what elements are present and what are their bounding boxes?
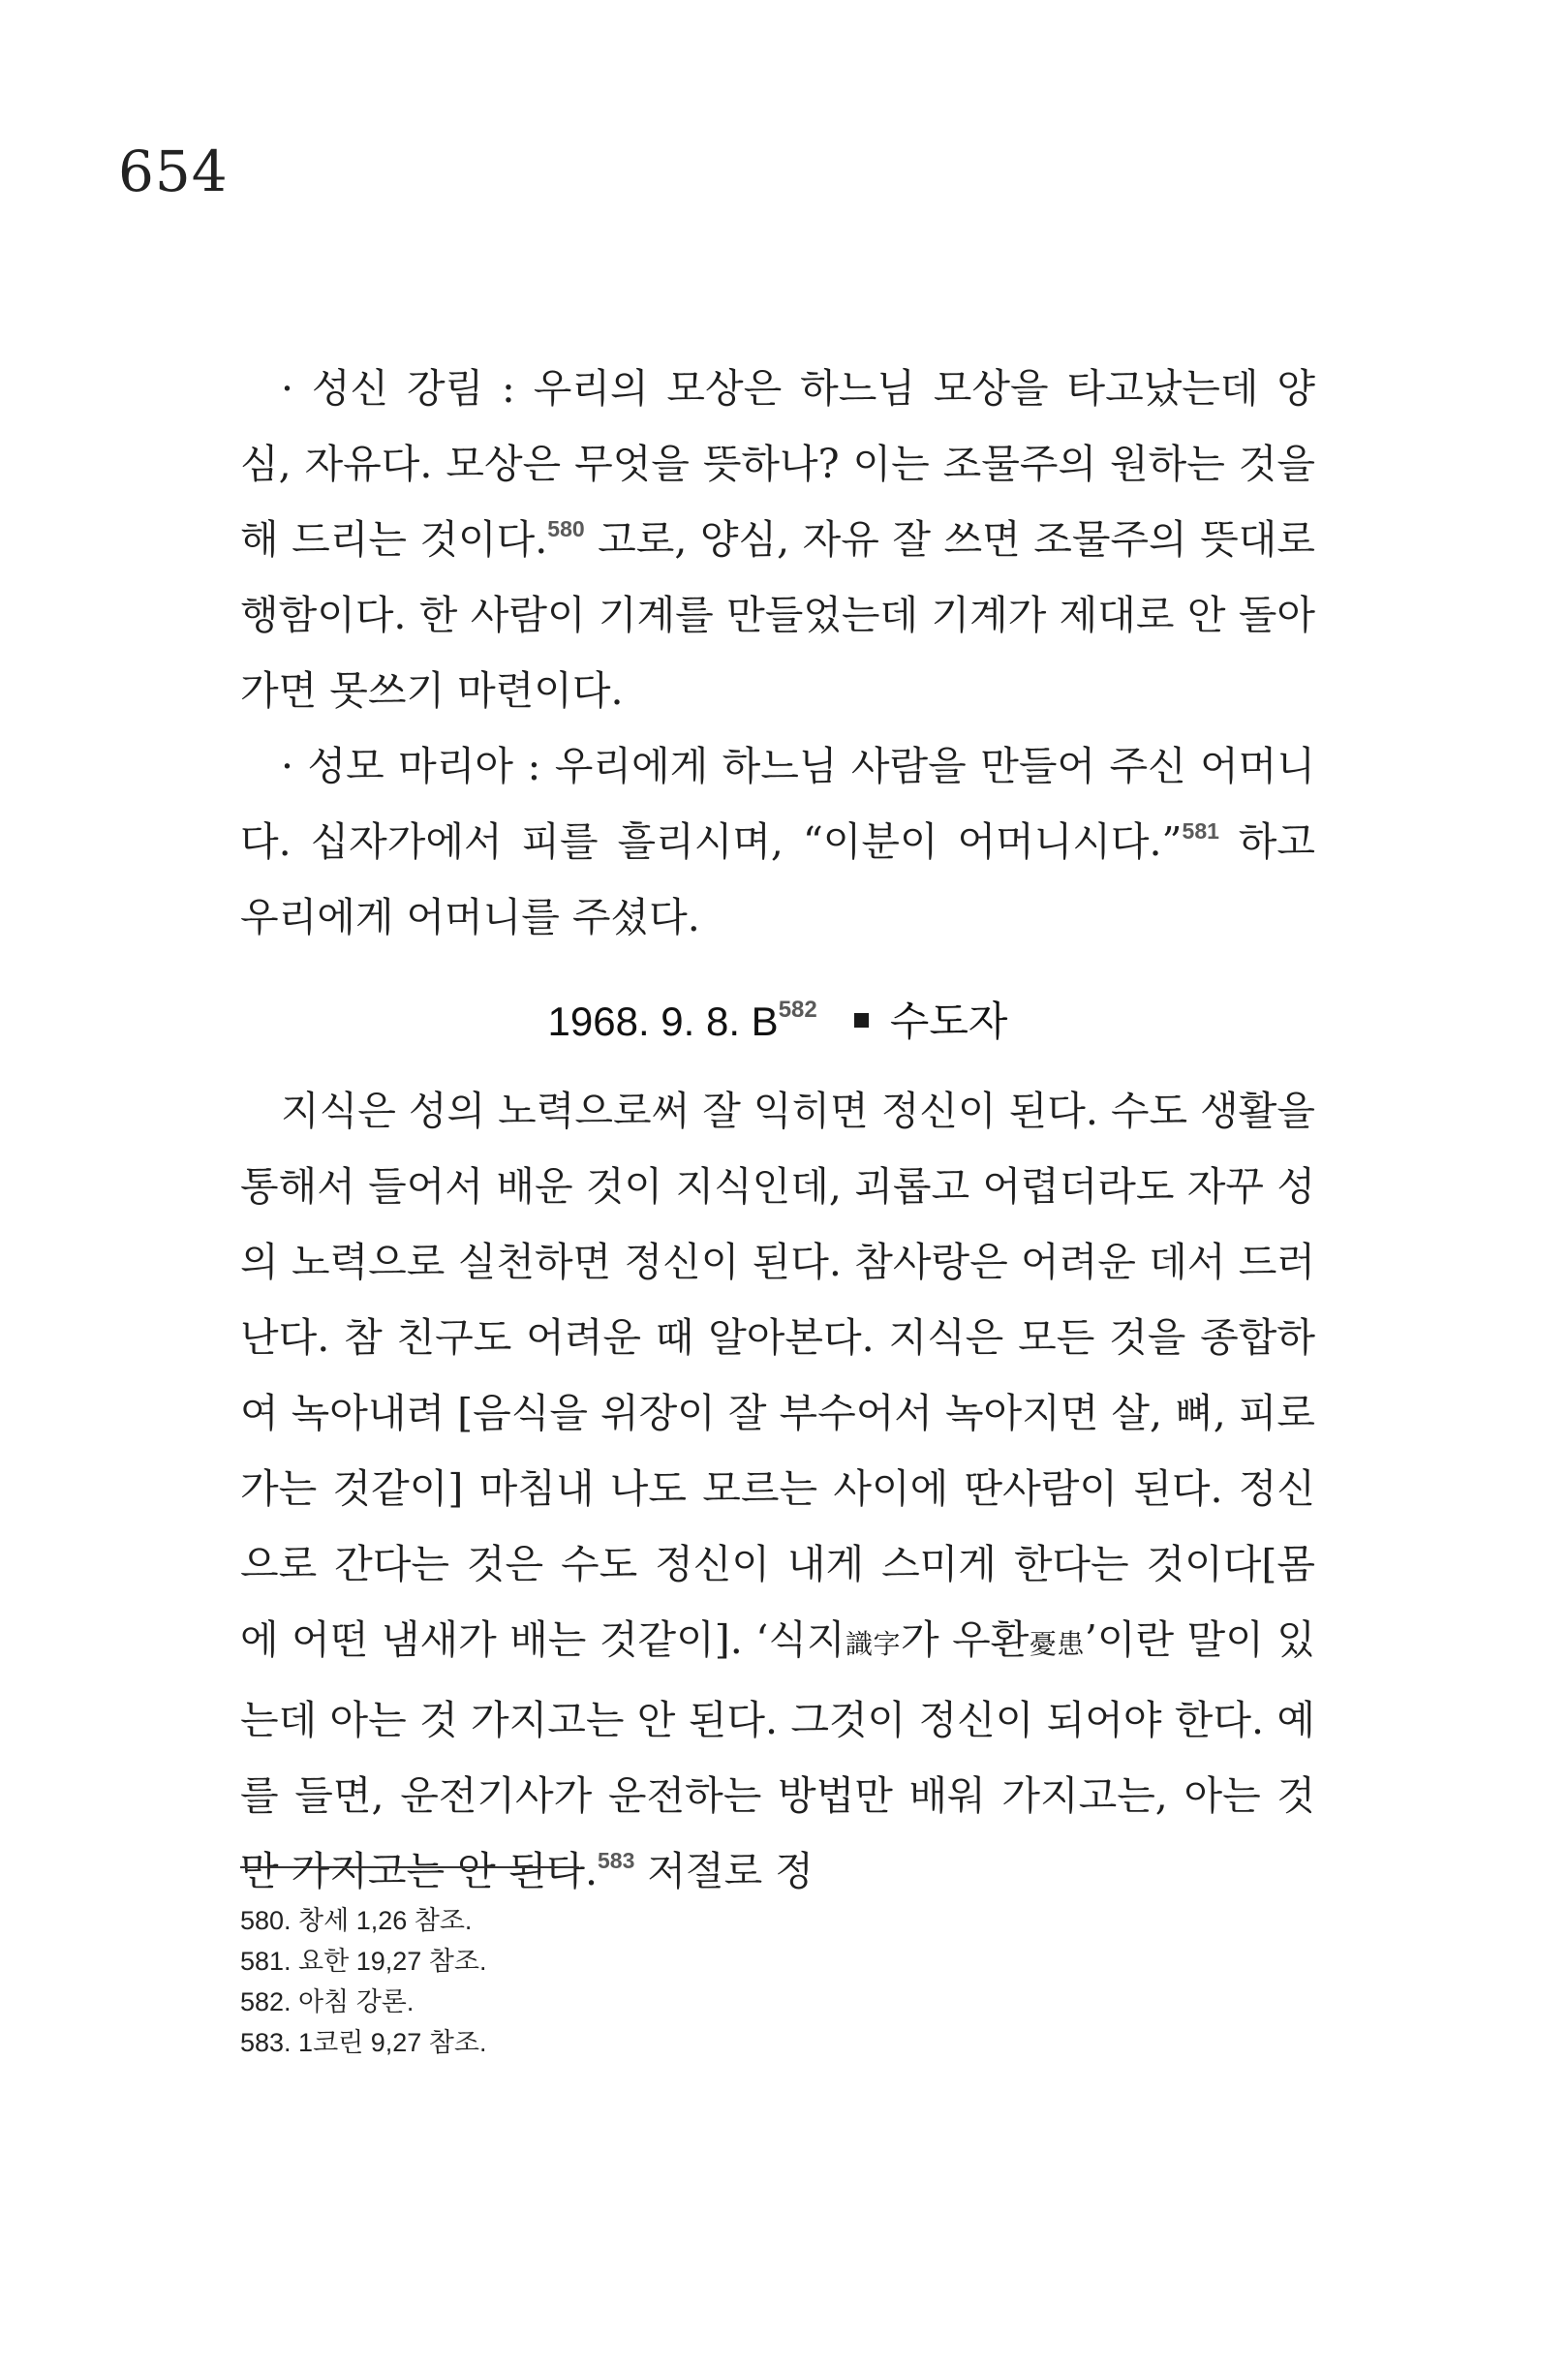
text-run: 가 우환 <box>901 1616 1030 1663</box>
text-run: 고로, 양심, 자유 잘 쓰면 조물주의 뜻대로 행함이다. 한 사람이 기계를 만들었는데 기계가 제대로 안 돌아가면 못쓰기 마련이다. <box>240 516 1315 714</box>
text-run: · 성모 마리아 : 우리에게 하느님 사람을 만들어 주신 어머니다. 십자가에서 피를 흘리시며, “이분이 어머니시다.” <box>240 743 1315 865</box>
footnote: 582. 아침 강론. <box>240 1987 415 2016</box>
hanja-annotation: 識字 <box>845 1628 902 1660</box>
footnote-ref: 582 <box>778 996 817 1023</box>
heading-title: 수도자 <box>889 999 1008 1044</box>
heading-date: 1968. 9. 8. B <box>547 999 779 1044</box>
footnote-ref: 581 <box>1182 817 1219 844</box>
page-number: 654 <box>118 138 229 204</box>
text-run: 지식은 성의 노력으로써 잘 익히면 정신이 된다. 수도 생활을 통해서 들어서 배운 것이 지식인데, 괴롭고 어렵더라도 자꾸 성의 노력으로 실천하면 정신이 된다. 참사랑은 어려운 데서 드러난다. 참 친구도 어려운 때 알아본다. 지식은 모든 것을 종합하여 녹아내려 [음식을 위장이 잘 부수어서 녹아지면 살, 뼈, 피로 가는 것같이] 마침내 나도 모르는 사이에 딴사람이 된다. 정신으로 간다는 것은 수도 정신이 내게 스미게 한다는 것이다[몸에 어떤 냄새가 배는 것같이]. ‘식지 <box>240 1088 1315 1663</box>
paragraph <box>240 728 1315 955</box>
body-text-block-1 <box>240 351 1315 955</box>
paragraph <box>240 351 1315 728</box>
footnote: 580. 창세 1,26 참조. <box>240 1906 473 1935</box>
section-heading <box>240 993 1315 1051</box>
text-run: 저절로 정 <box>634 1848 814 1894</box>
footnote-ref: 583 <box>597 1847 635 1873</box>
paragraph <box>240 1073 1315 1909</box>
footnote-ref: 580 <box>547 515 585 541</box>
text-run: ’이란 말이 있는데 아는 것 가지고는 안 된다. 그것이 정신이 되어야 한다. 예를 들면, 운전기사가 운전하는 방법만 배워 가지고는, 아는 것만 가지고는 안 된다. <box>240 1616 1315 1894</box>
footnote: 583. 1코린 9,27 참조. <box>240 2028 487 2057</box>
square-bullet-icon <box>854 1013 869 1028</box>
text-run: 하고 우리에게 어머니를 주셨다. <box>240 818 1315 940</box>
body-text-block-2 <box>240 1073 1315 1909</box>
footnote-divider <box>240 1866 579 1868</box>
text-run: · 성신 강림 : 우리의 모상은 하느님 모상을 타고났는데 양심, 자유다. 모상은 무엇을 뜻하나? 이는 조물주의 원하는 것을 해 드리는 것이다. <box>240 365 1315 563</box>
hanja-annotation: 憂患 <box>1029 1628 1085 1660</box>
footnote: 581. 요한 19,27 참조. <box>240 1947 487 1976</box>
footnotes <box>240 1900 918 2063</box>
